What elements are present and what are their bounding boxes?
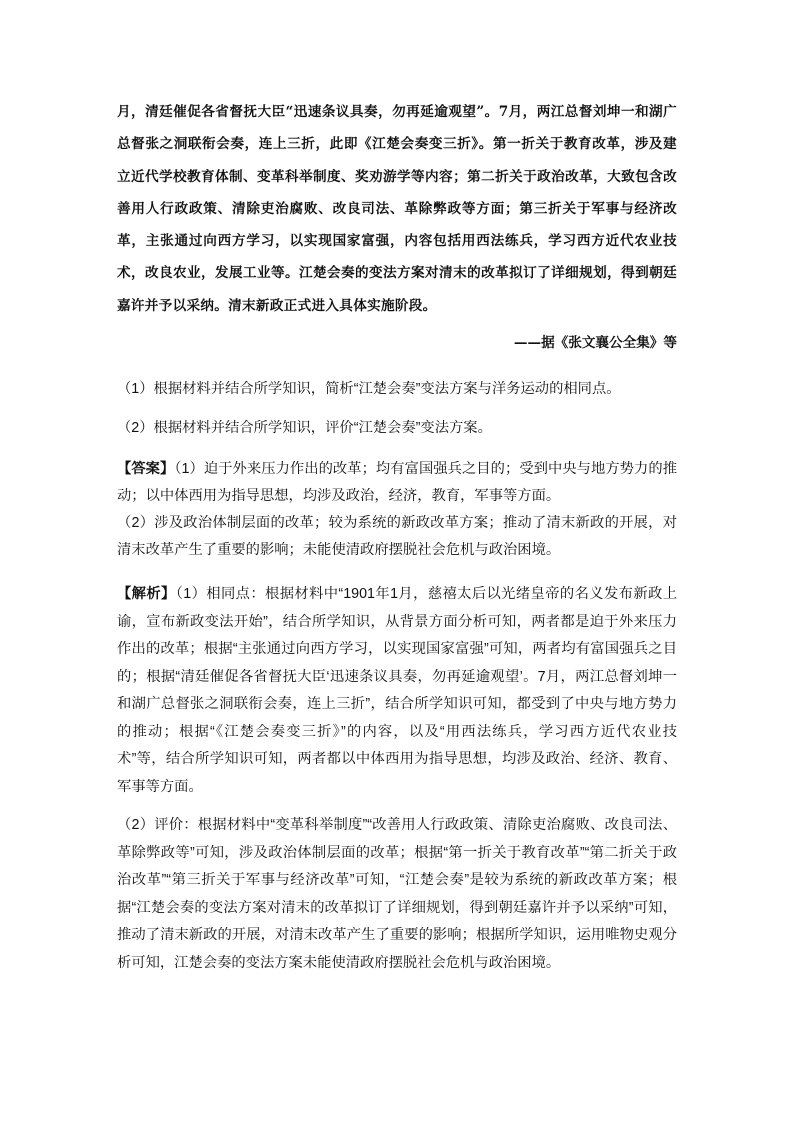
page-content	[117, 96, 677, 977]
answer-tag: 【答案】	[117, 461, 175, 478]
material-paragraph: 月，清廷催促各省督抚大臣“迅速条议具奏，勿再延逾观望”。7月，两江总督刘坤一和湖广总督张之洞联衔会奏，连上三折，此即《江楚会奏变三折》。第一折关于教育改革，涉及建立近代学校教育体制、变革科举制度、奖劝游学等内容；第二折关于政治改革，大致包含改善用人行政政策、清除吏治腐败、改良司法、革除弊政等方面；第三折关于军事与经济改革，主张通过向西方学习，以实现国家富强，内容包括用西法练兵，学习西方近代农业技术，改良农业，发展工业等。江楚会奏的变法方案对清末的改革拟订了详细规划，得到朝廷嘉许并予以采纳。清末新政正式进入具体实施阶段。	[117, 104, 677, 314]
analysis-part-1	[117, 581, 677, 801]
answer-text-1: （1）迫于外来压力作出的改革；均有富国强兵之目的；受到中央与地方势力的推动；以中体西用为指导思想，均涉及政治，经济，教育，军事等方面。	[117, 461, 677, 505]
material-source: ——据《张文襄公全集》等	[513, 335, 677, 352]
analysis-text-1: （1）相同点：根据材料中“1901年1月，慈禧太后以光绪皇帝的名义发布新政上谕，宣布新政变法开始”，结合所学知识，从背景方面分析可知，两者都是迫于外来压力作出的改革；根据“主张通过向西方学习，以实现国家富强”可知，两者均有富国强兵之目的；根据“清廷催促各省督抚大臣‘迅速条议具奏，勿再延逾观望’。7月，两江总督刘坤一和湖广总督张之洞联衔会奏，连上三折”，结合所学知识可知，都受到了中央与地方势力的推动；根据“《江楚会奏变三折》”的内容，以及“用西法练兵，学习西方近代农业技术”等，结合所学知识可知，两者都以中体西用为指导思想，均涉及政治、经济、教育、军事等方面。	[117, 586, 677, 795]
analysis-part-2: （2）评价：根据材料中“变革科举制度”“改善用人行政政策、清除吏治腐败、改良司法、革除弊政等”可知，涉及政治体制层面的改革；根据“第一折关于教育改革”“第二折关于政治改革”“第三折关于军事与经济改革”可知，“江楚会奏”是较为系统的新政改革方案；根据“江楚会奏的变法方案对清末的改革拟订了详细规划，得到朝廷嘉许并予以采纳”可知，推动了清末新政的开展，对清末改革产生了重要的影响；根据所学知识，运用唯物史观分析可知，江楚会奏的变法方案未能使清政府摆脱社会危机与政治困境。	[117, 817, 677, 971]
question-1: （1）根据材料并结合所学知识，简析“江楚会奏”变法方案与洋务运动的相同点。	[117, 381, 621, 398]
analysis-tag: 【解析】	[117, 586, 176, 603]
answer-block	[117, 456, 677, 564]
analysis-block	[117, 581, 677, 801]
question-2: （2）根据材料并结合所学知识，评价“江楚会奏”变法方案。	[117, 420, 492, 437]
answer-part-1	[117, 456, 677, 510]
answer-part-2: （2）涉及政治体制层面的改革；较为系统的新政改革方案；推动了清末新政的开展，对清末改革产生了重要的影响；未能使清政府摆脱社会危机与政治困境。	[117, 515, 677, 559]
analysis-block-2	[117, 812, 677, 977]
